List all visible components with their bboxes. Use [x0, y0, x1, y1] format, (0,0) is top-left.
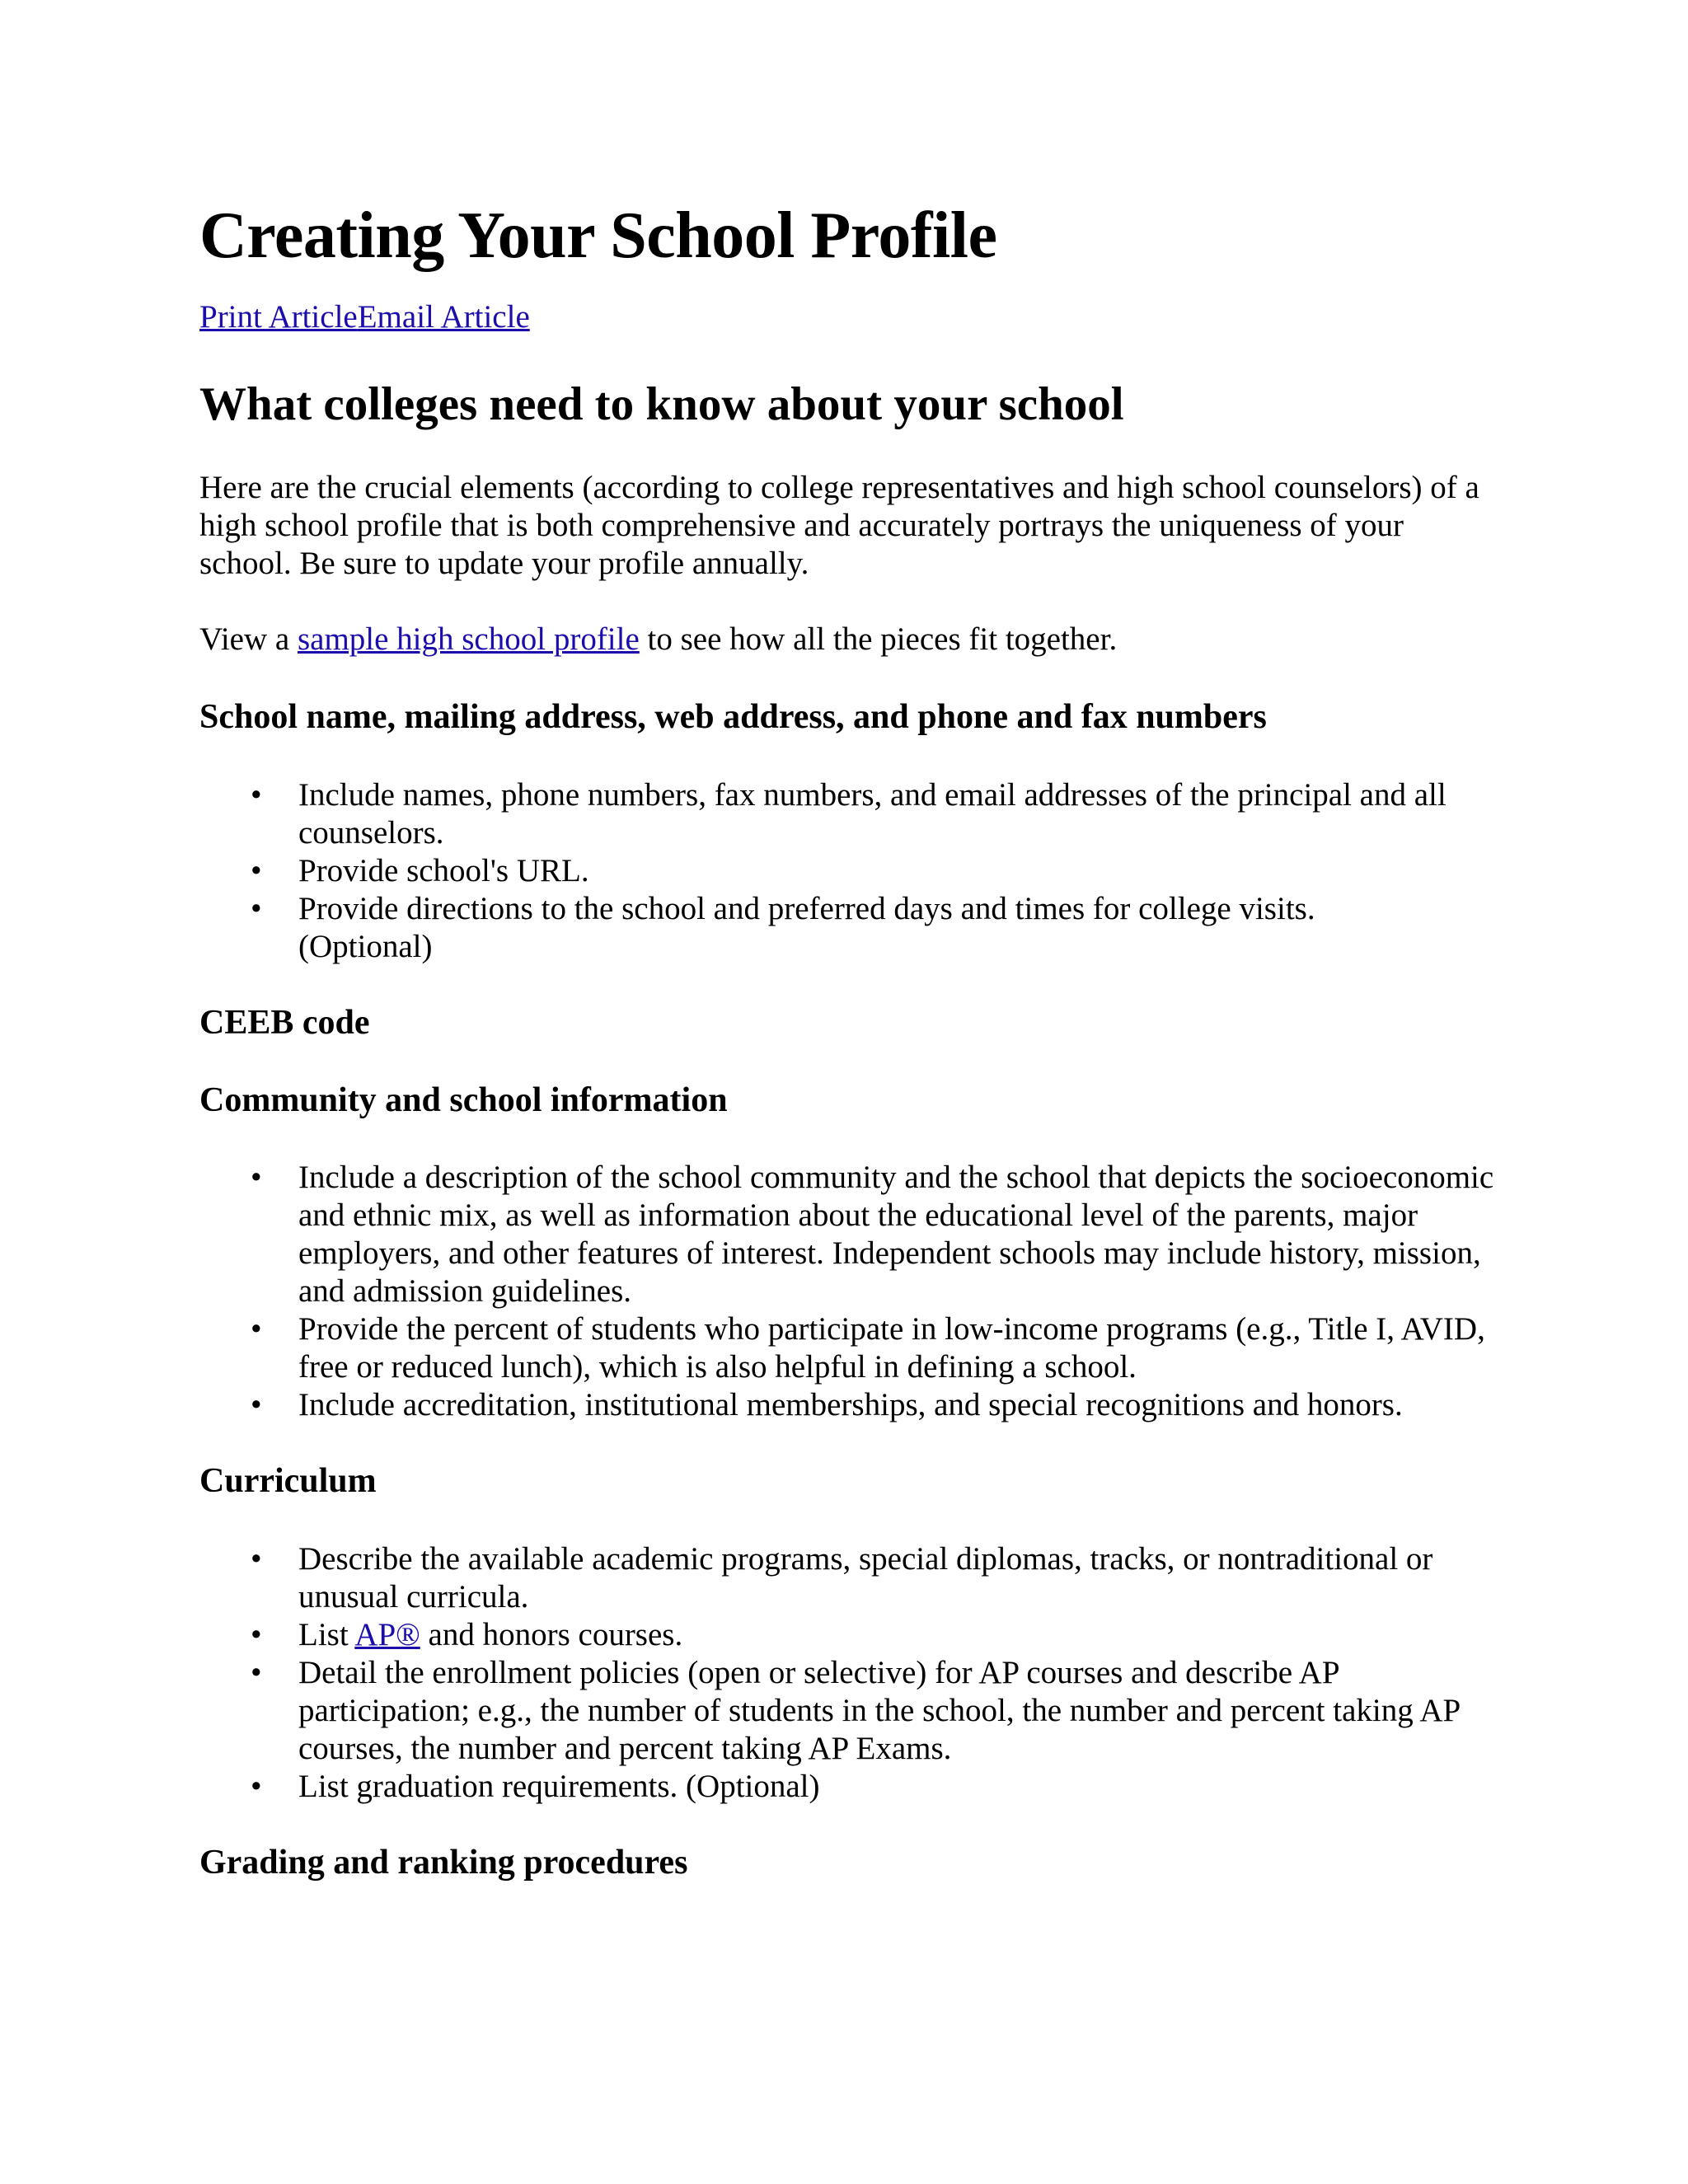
view-sample-before: View a [199, 621, 298, 658]
bullet-icon: • [251, 1616, 262, 1652]
section-heading-community: Community and school information [199, 1080, 728, 1119]
community-list [199, 1159, 1502, 1424]
bullet-icon: • [251, 1540, 262, 1577]
bullet-icon: • [251, 776, 262, 813]
bullet-icon: • [251, 890, 262, 926]
list-item: • Describe the available academic programs, special diplomas, tracks, or nontraditional or unusual curricula. [251, 1540, 1433, 1615]
view-sample-paragraph [199, 621, 1502, 658]
bullet-icon: • [251, 1311, 262, 1347]
list-item: • Provide the percent of students who participate in low-income programs (e.g., Title I, AVID, free or reduced lunch), which is also helpful in defining a school. [251, 1311, 1485, 1385]
intro-paragraph: Here are the crucial elements (according to college representatives and high school counselors) of a high school profile that is both comprehensive and accurately portrays the uniqueness of your school. Be sure to update your profile annually. [199, 470, 1479, 582]
bullet-icon: • [251, 1654, 262, 1690]
bullet-icon: • [251, 852, 262, 888]
section-heading-grading: Grading and ranking procedures [199, 1843, 688, 1882]
bullet-icon: • [251, 1768, 262, 1804]
page-title: Creating Your School Profile [199, 199, 997, 272]
bullet-icon: • [251, 1387, 262, 1423]
list-item: • Provide directions to the school and preferred days and times for college visits. (Optional) [251, 890, 1315, 964]
bullet-icon: • [251, 1160, 262, 1196]
article-actions [199, 298, 1502, 337]
list-item: • Detail the enrollment policies (open or selective) for AP courses and describe AP participation; e.g., the number of students in the school, the number and percent taking AP courses, the number and percent taking AP Exams. [251, 1654, 1460, 1766]
ap-link[interactable]: AP® [354, 1616, 420, 1652]
section-heading-curriculum: Curriculum [199, 1462, 377, 1501]
list-item: • Provide school's URL. [251, 852, 589, 888]
view-sample-after: to see how all the pieces fit together. [639, 621, 1118, 658]
list-item: • Include names, phone numbers, fax numbers, and email addresses of the principal and all counselors. [251, 776, 1447, 851]
list-item: • List AP® and honors courses. [251, 1616, 683, 1652]
list-item: • Include accreditation, institutional memberships, and special recognitions and honors. [251, 1387, 1403, 1423]
subtitle: What colleges need to know about your school [199, 377, 1124, 430]
contact-list [199, 776, 1502, 966]
section-heading-contact: School name, mailing address, web address, and phone and fax numbers [199, 698, 1267, 737]
email-article-link[interactable]: Email Article [357, 299, 530, 335]
curriculum-list [199, 1540, 1502, 1806]
print-article-link[interactable]: Print Article [199, 299, 358, 335]
article [199, 198, 1502, 1883]
section-heading-ceeb: CEEB code [199, 1003, 370, 1042]
sample-profile-link[interactable]: sample high school profile [297, 621, 640, 658]
list-item: • Include a description of the school community and the school that depicts the socioeconomic and ethnic mix, as well as information about the educational level of the parents, major employers, and other features of interest. Independent schools may include history, mission, and admission guidelines. [251, 1160, 1494, 1310]
list-item: • List graduation requirements. (Optional) [251, 1768, 820, 1804]
